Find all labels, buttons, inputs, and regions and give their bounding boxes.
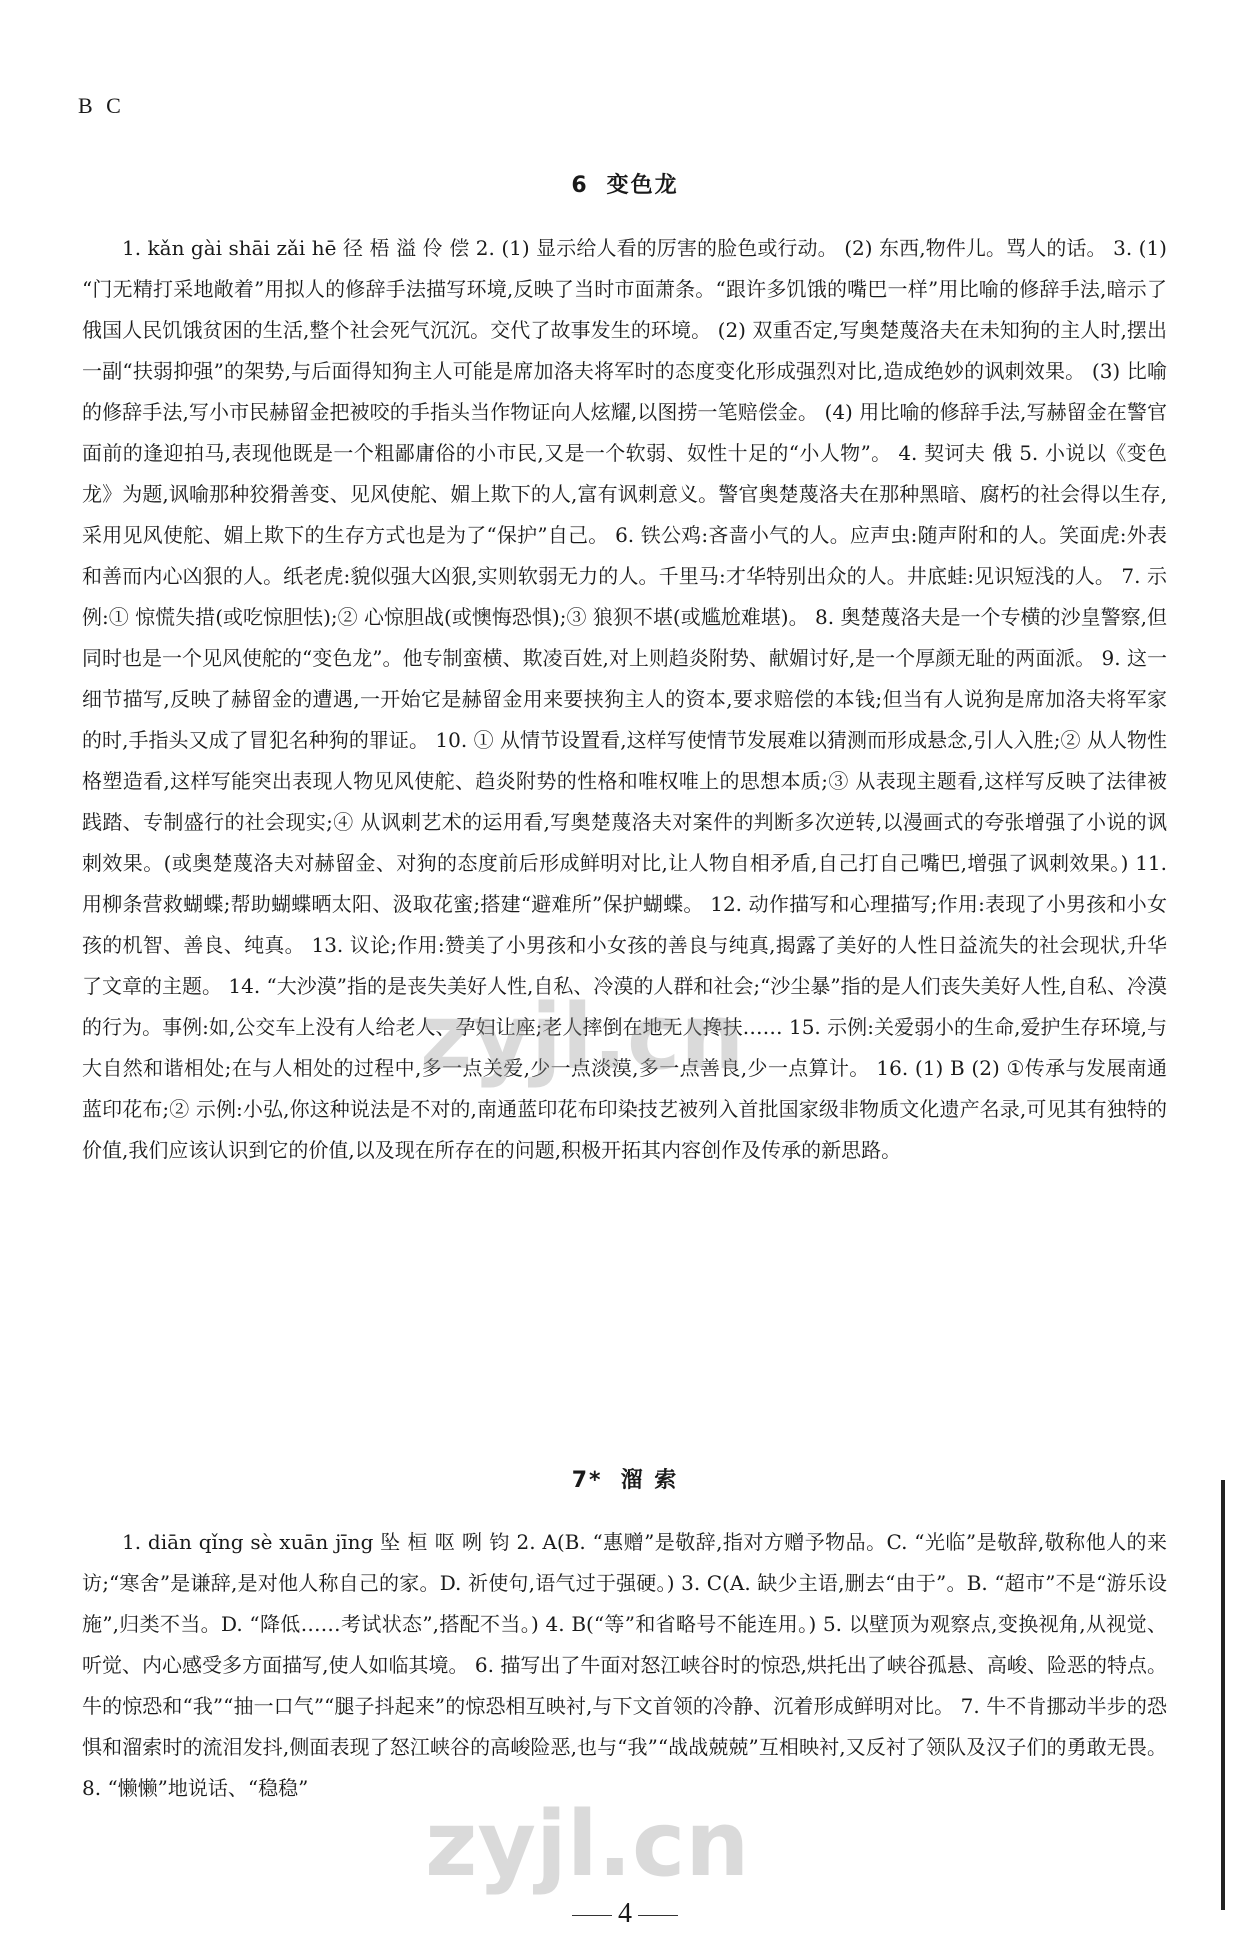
page-number-dash-left xyxy=(572,1915,612,1916)
watermark: zyjl.cn xyxy=(425,1792,750,1897)
page-number xyxy=(0,1898,1250,1930)
page-number-value: 4 xyxy=(618,1898,632,1929)
section-title-7 xyxy=(0,1463,1250,1494)
section-7-answers: 1. diān qǐng sè xuān jīng 坠 桓 呕 咧 钧 2. A(B. “惠赠”是敬辞,指对方赠予物品。C. “光临”是敬辞,敬称他人的来访;“寒舍”是谦辞,是对他人称自己的家。D. 祈使句,语气过于强硬。) 3. C(A. 缺少主语,删去“由于”。B. “超市”不是“游乐设施”,归类不当。D. “降低……考试状态”,搭配不当。) 4. B(“等”和省略号不能连用。) 5. 以壁顶为观察点,变换视角,从视觉、听觉、内心感受多方面描写,使人如临其境。 6. 描写出了牛面对怒江峡谷时的惊恐,烘托出了峡谷孤悬、高峻、险恶的特点。牛的惊恐和“我”“抽一口气”“腿子抖起来”的惊恐相互映衬,与下文首领的冷静、沉着形成鲜明对比。 7. 牛不肯挪动半步的恐惧和溜索时的流泪发抖,侧面表现了怒江峡谷的高峻险恶,也与“我”“战战兢兢”互相映衬,又反衬了领队及汉子们的勇敢无畏。 8. “懒懒”地说话、“稳稳” xyxy=(82,1530,1167,1800)
section-title-text: 变色龙 xyxy=(606,173,679,198)
page-number-dash-right xyxy=(638,1915,678,1916)
page-edge-line xyxy=(1221,1480,1225,1910)
section-title-6 xyxy=(0,168,1250,199)
section-6-answers: 1. kǎn gài shāi zǎi hē 径 梧 溢 伶 偿 2. (1) 显示给人看的厉害的脸色或行动。 (2) 东西,物件儿。骂人的话。 3. (1) “门无精打采地敞着”用拟人的修辞手法描写环境,反映了当时市面萧条。“跟许多饥饿的嘴巴一样”用比喻的修辞手法,暗示了俄国人民饥饿贫困的生活,整个社会死气沉沉。交代了故事发生的环境。 (2) 双重否定,写奥楚蔑洛夫在未知狗的主人时,摆出一副“扶弱抑强”的架势,与后面得知狗主人可能是席加洛夫将军时的态度变化形成强烈对比,造成绝妙的讽刺效果。 (3) 比喻的修辞手法,写小市民赫留金把被咬的手指头当作物证向人炫耀,以图捞一笔赔偿金。 (4) 用比喻的修辞手法,写赫留金在警官面前的逢迎拍马,表现他既是一个粗鄙庸俗的小市民,又是一个软弱、奴性十足的“小人物”。 4. 契诃夫 俄 5. 小说以《变色龙》为题,讽喻那种狡猾善变、见风使舵、媚上欺下的人,富有讽刺意义。警官奥楚蔑洛夫在那种黑暗、腐朽的社会得以生存,采用见风使舵、媚上欺下的生存方式也是为了“保护”自己。 6. 铁公鸡:吝啬小气的人。应声虫:随声附和的人。笑面虎:外表和善而内心凶狠的人。纸老虎:貌似强大凶狠,实则软弱无力的人。千里马:才华特别出众的人。井底蛙:见识短浅的人。 7. 示例:① 惊慌失措(或吃惊胆怯);② 心惊胆战(或懊悔恐惧);③ 狼狈不堪(或尴尬难堪)。 8. 奥楚蔑洛夫是一个专横的沙皇警察,但同时也是一个见风使舵的“变色龙”。他专制蛮横、欺凌百姓,对上则趋炎附势、献媚讨好,是一个厚颜无耻的两面派。 9. 这一细节描写,反映了赫留金的遭遇,一开始它是赫留金用来要挟狗主人的资本,要求赔偿的本钱;但当有人说狗是席加洛夫将军家的时,手指头又成了冒犯名种狗的罪证。 10. ① 从情节设置看,这样写使情节发展难以猜测而形成悬念,引人入胜;② 从人物性格塑造看,这样写能突出表现人物见风使舵、趋炎附势的性格和唯权唯上的思想本质;③ 从表现主题看,这样写反映了法律被践踏、专制盛行的社会现实;④ 从讽刺艺术的运用看,写奥楚蔑洛夫对案件的判断多次逆转,以漫画式的夸张增强了小说的讽刺效果。(或奥楚蔑洛夫对赫留金、对狗的态度前后形成鲜明对比,让人物自相矛盾,自己打自己嘴巴,增强了讽刺效果。) 11. 用柳条营救蝴蝶;帮助蝴蝶晒太阳、汲取花蜜;搭建“避难所”保护蝴蝶。 12. 动作描写和心理描写;作用:表现了小男孩和小女孩的机智、善良、纯真。 13. 议论;作用:赞美了小男孩和小女孩的善良与纯真,揭露了美好的人性日益流失的社会现状,升华了文章的主题。 14. “大沙漠”指的是丧失美好人性,自私、冷漠的人群和社会;“沙尘暴”指的是人们丧失美好人性,自私、冷漠的行为。事例:如,公交车上没有人给老人、孕妇让座;老人摔倒在地无人搀扶…… 15. 示例:关爱弱小的生命,爱护生存环境,与大自然和谐相处;在与人相处的过程中,多一点关爱,少一点淡漠,多一点善良,少一点算计。 16. (1) B (2) ①传承与发展南通蓝印花布;② 示例:小弘,你这种说法是不对的,南通蓝印花布印染技艺被列入首批国家级非物质文化遗产名录,可见其有独特的价值,我们应该认识到它的价值,以及现在所存在的问题,积极开拓其内容创作及传承的新思路。 xyxy=(82,236,1167,1162)
previous-answer-tail: B C xyxy=(78,93,125,118)
section-title-text: 溜 索 xyxy=(620,1468,679,1493)
watermark: zyjl.cn xyxy=(420,985,745,1090)
section-number: 7* xyxy=(571,1468,603,1493)
section-number: 6 xyxy=(571,173,589,198)
